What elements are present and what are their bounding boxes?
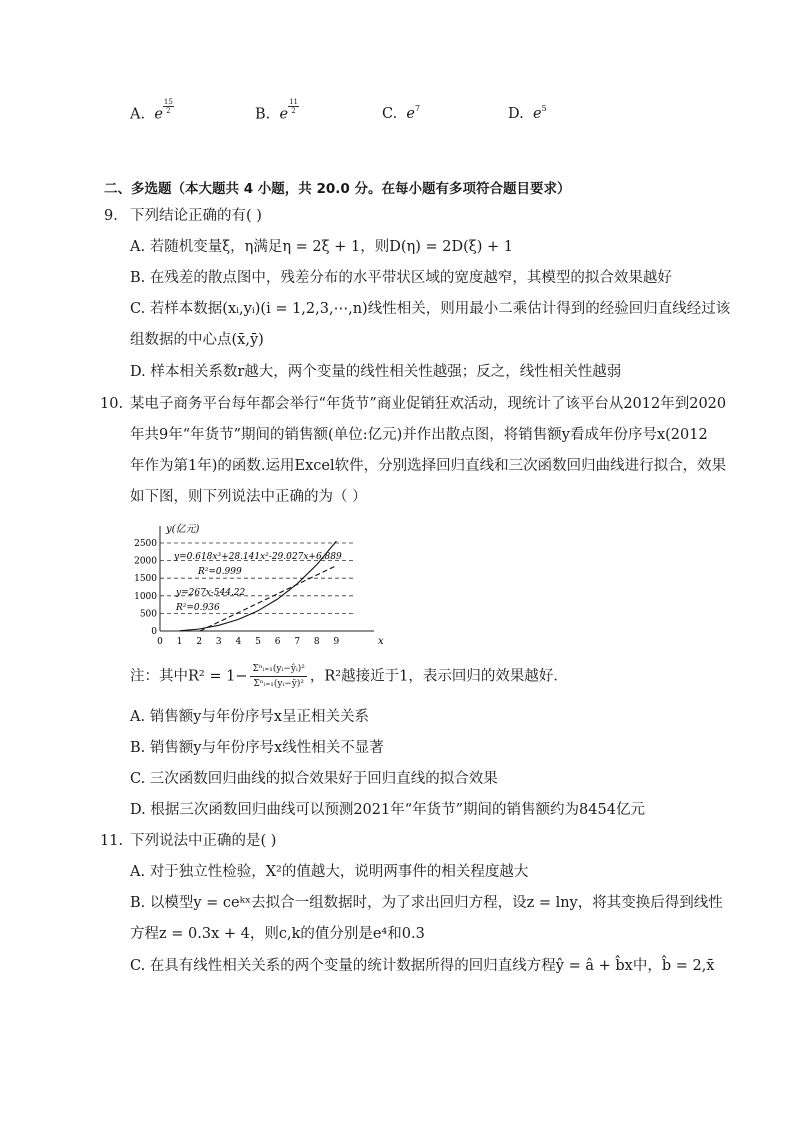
q10-option-d[interactable]: D. 根据三次函数回归曲线可以预测2021年“年货节”期间的销售额约为8454亿元 xyxy=(130,802,645,818)
x-tick-label: 2 xyxy=(196,637,203,647)
option-label: A. xyxy=(130,106,146,123)
q8-option-d[interactable] xyxy=(508,106,547,122)
q9-number: 9. xyxy=(104,208,118,224)
y-tick-label: 1500 xyxy=(134,574,157,585)
q10-stem-line4: 如下图，则下列说法中正确的为（ ） xyxy=(130,489,367,505)
note-suffix: ，R²越接近于1，表示回归的效果越好． xyxy=(309,668,568,685)
option-label: C. xyxy=(382,106,398,122)
q9-stem: 下列结论正确的有( ) xyxy=(130,208,262,224)
y-tick-label: 2000 xyxy=(134,556,157,567)
q8-option-a[interactable] xyxy=(130,98,174,123)
q10-option-b[interactable]: B. 销售额y与年份序号x线性相关不显著 xyxy=(130,740,384,756)
annotation-cubic-eq: y=0.618x³+28.141x²-29.027x+6.889 xyxy=(174,552,342,562)
q11-option-b[interactable]: B. 以模型y = ceᵏˣ去拟合一组数据时，为了求出回归方程，设z = lny，将其变换后得到线性 xyxy=(130,895,723,911)
q9-option-d[interactable]: D. 样本相关系数r越大，两个变量的线性相关性越强；反之，线性相关性越弱 xyxy=(130,364,622,380)
r2-fraction: Σⁿᵢ₌₁(yᵢ−ŷᵢ)² Σⁿᵢ₌₁(yᵢ−ȳ)² xyxy=(252,664,305,689)
x-tick-label: 7 xyxy=(294,637,301,647)
note-prefix: 注：其中R² = 1− xyxy=(130,668,248,685)
q11-option-b-cont: 方程z = 0.3x + 4，则c,k的值分别是e⁴和0.3 xyxy=(130,926,425,942)
q9-option-a[interactable]: A. 若随机变量ξ，η满足η = 2ξ + 1，则D(η) = 2D(ξ) + 1 xyxy=(130,239,513,255)
chart-y-label: y(亿元) xyxy=(166,524,200,535)
q10-number: 10. xyxy=(100,396,124,412)
q10-option-c[interactable]: C. 三次函数回归曲线的拟合效果好于回归直线的拟合效果 xyxy=(130,771,498,787)
option-exponent: 5 xyxy=(541,104,547,113)
option-base: e xyxy=(154,106,163,123)
q9-option-c-cont: 组数据的中心点(x̄,ȳ) xyxy=(130,332,264,348)
option-base: e xyxy=(406,106,415,122)
q11-number: 11. xyxy=(100,833,124,849)
q10-stem-line2: 年共9年“年货节”期间的销售额(单位:亿元)并作出散点图，将销售额y看成年份序号x(2012 xyxy=(130,427,708,443)
exponent-fraction: $\frac{15}{2}$ xyxy=(163,98,173,115)
x-tick-label: 8 xyxy=(313,637,320,647)
q8-option-c[interactable] xyxy=(382,106,420,122)
q9-option-b[interactable]: B. 在残差的散点图中，残差分布的水平带状区域的宽度越窄，其模型的拟合效果越好 xyxy=(130,270,672,286)
annotation-linear-r2: R²=0.936 xyxy=(176,603,220,613)
q9-option-c[interactable]: C. 若样本数据(xᵢ,yᵢ)(i = 1,2,3,⋯,n)线性相关，则用最小二乘估计得到的经验回归直线经过该 xyxy=(130,301,731,317)
option-base: e xyxy=(532,106,542,122)
x-tick-label: 5 xyxy=(255,637,261,647)
annotation-linear-eq: y=267x-544.22 xyxy=(176,588,246,598)
q8-option-b[interactable] xyxy=(255,98,299,123)
option-base: e xyxy=(279,106,289,123)
y-tick-label: 2500 xyxy=(134,539,157,549)
x-tick-label: 9 xyxy=(333,637,340,647)
q10-stem-line1: 某电子商务平台每年都会举行“年货节”商业促销狂欢活动，现统计了该平台从2012年到2020 xyxy=(130,396,727,412)
q11-stem: 下列说法中正确的是( ) xyxy=(130,833,277,849)
q10-stem-line3: 年作为第1年)的函数.运用Excel软件，分别选择回归直线和三次函数回归曲线进行拟合，效果 xyxy=(130,458,727,474)
x-tick-label: 6 xyxy=(274,637,281,647)
option-label: B. xyxy=(255,106,271,123)
option-label: D. xyxy=(508,106,524,122)
q11-option-a[interactable]: A. 对于独立性检验，X²的值越大，说明两事件的相关程度越大 xyxy=(130,864,529,880)
q10-note xyxy=(130,662,568,691)
y-tick-label: 1000 xyxy=(134,591,157,602)
y-tick-label: 0 xyxy=(151,627,157,637)
q10-option-a[interactable]: A. 销售额y与年份序号x呈正相关关系 xyxy=(130,709,370,725)
regression-chart xyxy=(128,518,388,650)
x-tick-label: 0 xyxy=(157,637,163,647)
chart-x-label: x xyxy=(378,636,384,647)
section-heading: 二、多选题（本大题共 4 小题，共 20.0 分。在每小题有多项符合题目要求） xyxy=(104,181,571,197)
x-tick-label: 3 xyxy=(215,637,222,647)
option-exponent: 7 xyxy=(415,104,421,113)
q11-option-c[interactable]: C. 在具有线性相关关系的两个变量的统计数据所得的回归直线方程ŷ = â + b̂x中，b̂ = 2,x̄ xyxy=(130,958,715,974)
exponent-fraction: $\frac{11}{2}$ xyxy=(289,98,298,115)
x-tick-label: 1 xyxy=(176,637,183,647)
x-tick-label: 4 xyxy=(235,637,242,647)
y-tick-label: 500 xyxy=(139,609,157,620)
annotation-cubic-r2: R²=0.999 xyxy=(198,567,242,577)
